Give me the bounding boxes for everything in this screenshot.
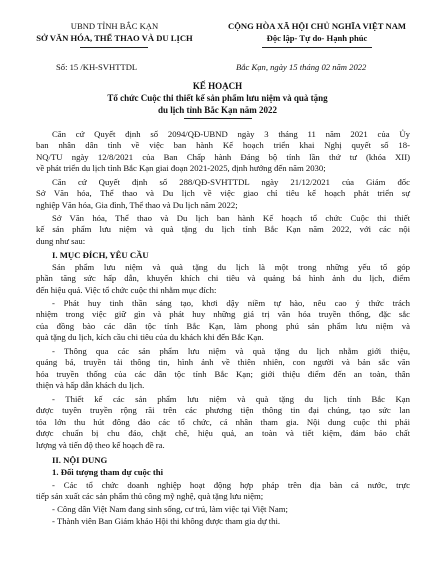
text-line: Căn cứ Quyết định số 288/QĐ-SVHTTDL ngày 21/12/2021 của Giám đốc <box>52 177 410 187</box>
text-line: dung như sau: <box>36 235 86 246</box>
text-line: thiện và hấp dẫn khách du lịch. <box>36 380 145 391</box>
text-line: ban nhân dân tỉnh về việc ban hành Kế hoạch triển khai Nghị quyết số 18- <box>36 140 410 151</box>
paragraph-requirements <box>36 394 410 451</box>
paragraph-participants-exclusion <box>36 516 410 527</box>
text-line: nghiệp Văn hóa, Gia đình, Thể thao và Du lịch năm 2022; <box>36 199 238 210</box>
title-underline <box>184 118 252 119</box>
text-line: quảng bá, truyền tải thông tin, hình ảnh về thiên nhiên, con người và bản sắc văn <box>36 357 410 368</box>
text-line: - Thông qua các sản phẩm lưu niệm và quà tặng du lịch nhằm giới thiệu, <box>52 346 410 356</box>
document-number: Số: 15 /KH-SVHTTDL <box>56 62 138 72</box>
text-line: quà tặng du lịch, kích cầu chi tiêu của du khách khi đến Bắc Kạn. <box>36 332 264 343</box>
motto: Độc lập- Tự do- Hạnh phúc <box>266 32 368 43</box>
section-heading-2: II. NỘI DUNG <box>52 455 108 465</box>
text-line: hóa truyền thống của các dân tộc tỉnh Bắc Kạn; giới thiệu điểm đến an toàn, thân <box>36 368 410 379</box>
text-line: tiếp sản xuất các sản phẩm thủ công mỹ nghệ, quà tặng lưu niệm; <box>36 491 264 502</box>
text-line: của đồng bào các dân tộc tỉnh Bắc Kạn, làm phong phú sản phẩm lưu niệm và <box>36 320 410 331</box>
document-date: Bắc Kạn, ngày 15 tháng 02 năm 2022 <box>236 62 367 72</box>
left-header-underline <box>80 47 148 48</box>
text-line: - Thành viên Ban Giám khảo Hội thi không được tham gia dự thi. <box>52 516 281 526</box>
text-line: đến hiệu quả. Việc tổ chức cuộc thi nhằm mục đích: <box>36 284 217 295</box>
text-line: - Phát huy tinh thần sáng tạo, khơi dậy niềm tự hào, nêu cao ý thức trách <box>52 298 410 308</box>
text-line: lượng và tiến độ theo kế hoạch đề ra. <box>36 439 165 450</box>
text-line: nhiệm trong việc giữ gìn và phát huy những giá trị văn hóa truyền thống, đặc sắc <box>36 309 410 320</box>
paragraph-purpose-item-1 <box>36 298 410 344</box>
text-line: Sản phẩm lưu niệm và quà tặng du lịch là một trong những yếu tố góp <box>52 262 410 272</box>
paragraph-participants-organizations <box>36 480 410 503</box>
issuing-authority <box>22 21 207 44</box>
paragraph-legal-basis-2 <box>36 177 410 211</box>
text-line: - Các tổ chức doanh nghiệp hoạt động hợp pháp trên địa bàn cả nước, trực <box>52 480 410 490</box>
document-title: KẾ HOẠCH <box>192 81 243 91</box>
province-committee: UBND TỈNH BẮC KẠN <box>70 21 159 31</box>
text-line: Căn cứ Quyết định số 2094/QĐ-UBND ngày 3 tháng 11 năm 2021 của Ủy <box>52 129 410 139</box>
paragraph-participants-citizens <box>36 504 410 515</box>
national-motto <box>213 21 421 44</box>
paragraph-purpose <box>36 262 410 296</box>
country-name: CỘNG HÒA XÃ HỘI CHỦ NGHĨA VIỆT NAM <box>227 21 407 31</box>
text-line: kế sản phẩm lưu niệm và quà tặng du lịch tỉnh Bắc Kạn năm 2022, với các nội <box>36 224 410 235</box>
subsection-heading-2-1: 1. Đối tượng tham dự cuộc thi <box>52 467 164 477</box>
right-header-underline <box>262 47 372 48</box>
text-line: tỏa lớn thu hút đông đảo các tổ chức, cá nhân tham gia. Nội dung cuộc thi phải <box>36 416 410 427</box>
text-line: về phát triển du lịch tỉnh Bắc Kạn giai đoạn 2021-2025, định hướng đến năm 2030; <box>36 163 326 174</box>
text-line: được tuyên truyền rộng rãi trên các phương tiện thông tin đại chúng, tạo sức lan <box>36 405 410 416</box>
section-heading-1: I. MỤC ĐÍCH, YÊU CẦU <box>52 250 149 260</box>
paragraph-purpose-item-2 <box>36 346 410 392</box>
text-line: NQ/TU ngày 12/8/2021 của Ban Chấp hành Đảng bộ tỉnh lần thứ tư (khóa XII) <box>36 151 410 162</box>
document-subtitle-1: Tổ chức Cuộc thi thiết kế sản phẩm lưu niệm và quà tặng <box>107 93 328 103</box>
text-line: - Thiết kế các sản phẩm lưu niệm và quà tặng du lịch tỉnh Bắc Kạn <box>52 394 410 404</box>
document-subtitle-2: du lịch tỉnh Bắc Kạn năm 2022 <box>157 105 278 115</box>
department-name: SỞ VĂN HÓA, THỂ THAO VÀ DU LỊCH <box>36 32 193 43</box>
paragraph-legal-basis-1 <box>36 129 410 175</box>
text-line: được chuẩn bị chu đáo, chặt chẽ, hiệu quả, an toàn và tiết kiệm, đảm bảo chất <box>36 428 410 439</box>
text-line: - Công dân Việt Nam đang sinh sống, cư trú, làm việc tại Việt Nam; <box>52 504 288 514</box>
paragraph-introduction <box>36 213 410 247</box>
text-line: Sở Văn hóa, Thể thao và Du lịch ban hành Kế hoạch tổ chức Cuộc thi thiết <box>52 213 410 223</box>
text-line: phần tăng sức hấp dẫn, khuyến khích chi tiêu và quảng bá hình ảnh du lịch, điểm <box>36 273 410 284</box>
text-line: Sở Văn hóa, Thể thao và Du lịch về việc giao chỉ tiêu kế hoạch phát triển sự <box>36 188 410 199</box>
